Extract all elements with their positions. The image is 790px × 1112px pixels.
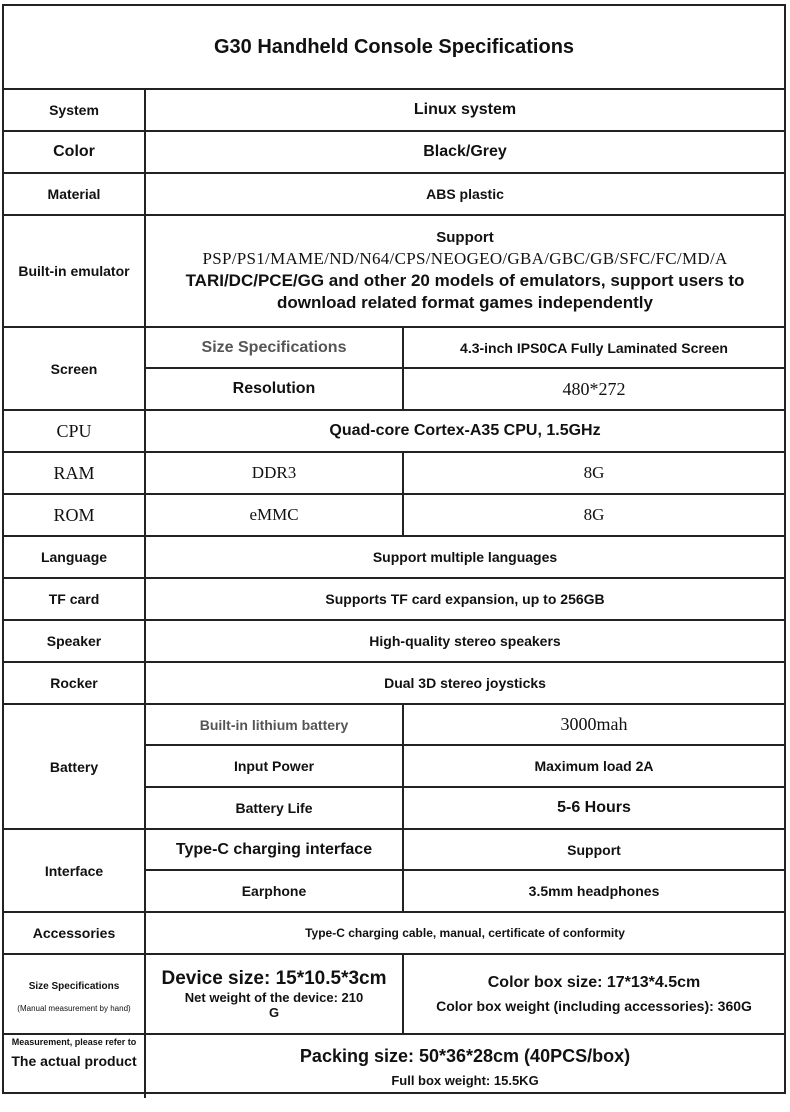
screen-res-value: 480*272: [403, 368, 784, 410]
box-weight: Color box weight (including accessories): 360G: [436, 998, 752, 1014]
cpu-label: CPU: [4, 410, 145, 452]
screen-res-label: Resolution: [145, 368, 403, 410]
system-value: Linux system: [145, 89, 784, 131]
screen-label: Screen: [4, 327, 145, 410]
device-size: Device size: 15*10.5*3cm: [161, 968, 387, 989]
interface-typec-value: Support: [403, 829, 784, 870]
rocker-value: Dual 3D stereo joysticks: [145, 662, 784, 704]
table-row-packing: [4, 1034, 784, 1098]
box-size: Color box size: 17*13*4.5cm: [487, 974, 701, 991]
page-title: G30 Handheld Console Specifications: [4, 6, 784, 90]
speaker-value: High-quality stereo speakers: [145, 620, 784, 662]
interface-typec-label: Type-C charging interface: [145, 829, 403, 870]
actual-product: The actual product: [11, 1053, 137, 1069]
spec-sheet: [2, 4, 786, 1094]
table-row-rom: [4, 494, 784, 536]
rom-value: 8G: [403, 494, 784, 536]
rocker-label: Rocker: [4, 662, 145, 704]
color-label: Color: [4, 131, 145, 173]
emulator-label: Built-in emulator: [4, 215, 145, 327]
ram-label: RAM: [4, 452, 145, 494]
table-row-accessories: [4, 912, 784, 954]
box-size-cell: [403, 954, 784, 1034]
measure-cell: [4, 1034, 145, 1098]
device-size-cell: [145, 954, 403, 1034]
ram-type: DDR3: [145, 452, 403, 494]
emulator-list: PSP/PS1/MAME/ND/N64/CPS/NEOGEO/GBA/GBC/GB/SFC/FC/MD/A: [202, 248, 728, 268]
table-row-screen-size: [4, 327, 784, 368]
battery-input-value: Maximum load 2A: [403, 745, 784, 787]
battery-life-label: Battery Life: [145, 787, 403, 829]
rom-type: eMMC: [145, 494, 403, 536]
interface-earphone-label: Earphone: [145, 870, 403, 912]
battery-life-value: 5-6 Hours: [403, 787, 784, 829]
tf-value: Supports TF card expansion, up to 256GB: [145, 578, 784, 620]
packing-cell: [145, 1034, 784, 1098]
battery-label: Battery: [4, 704, 145, 829]
ram-value: 8G: [403, 452, 784, 494]
emulator-support: Support: [436, 228, 494, 246]
language-label: Language: [4, 536, 145, 578]
table-row-battery-1: [4, 704, 784, 745]
interface-earphone-value: 3.5mm headphones: [403, 870, 784, 912]
rom-label: ROM: [4, 494, 145, 536]
screen-size-value: 4.3-inch IPS0CA Fully Laminated Screen: [403, 327, 784, 368]
table-row-ram: [4, 452, 784, 494]
table-row-emulator: [4, 215, 784, 327]
size-label-cell: [4, 954, 145, 1034]
battery-capacity-label: Built-in lithium battery: [145, 704, 403, 745]
table-row-material: [4, 173, 784, 215]
color-value: Black/Grey: [145, 131, 784, 173]
table-row-system: [4, 89, 784, 131]
table-row-speaker: [4, 620, 784, 662]
table-row-color: [4, 131, 784, 173]
interface-label: Interface: [4, 829, 145, 912]
table-row-language: [4, 536, 784, 578]
system-label: System: [4, 89, 145, 131]
accessories-label: Accessories: [4, 912, 145, 954]
emulator-value: [145, 215, 784, 327]
cpu-value: Quad-core Cortex-A35 CPU, 1.5GHz: [145, 410, 784, 452]
material-label: Material: [4, 173, 145, 215]
language-value: Support multiple languages: [145, 536, 784, 578]
material-value: ABS plastic: [145, 173, 784, 215]
screen-size-label: Size Specifications: [145, 327, 403, 368]
spec-table: [4, 88, 784, 1098]
size-note: (Manual measurement by hand): [17, 1004, 131, 1013]
packing-size: Packing size: 50*36*28cm (40PCS/box): [299, 1045, 631, 1066]
full-box-weight: Full box weight: 15.5KG: [391, 1072, 539, 1088]
table-row-tf-card: [4, 578, 784, 620]
speaker-label: Speaker: [4, 620, 145, 662]
table-row-cpu: [4, 410, 784, 452]
table-row-rocker: [4, 662, 784, 704]
measure-note: Measurement, please refer to: [11, 1037, 137, 1047]
emulator-desc: TARI/DC/PCE/GG and other 20 models of emulators, support users to download related format games independently: [185, 270, 745, 312]
tf-label: TF card: [4, 578, 145, 620]
size-label: Size Specifications: [28, 981, 120, 992]
battery-input-label: Input Power: [145, 745, 403, 787]
device-weight: Net weight of the device: 210 G: [184, 990, 364, 1020]
table-row-interface-1: [4, 829, 784, 870]
accessories-value: Type-C charging cable, manual, certificate of conformity: [145, 912, 784, 954]
battery-capacity-value: 3000mah: [403, 704, 784, 745]
table-row-size: [4, 954, 784, 1034]
